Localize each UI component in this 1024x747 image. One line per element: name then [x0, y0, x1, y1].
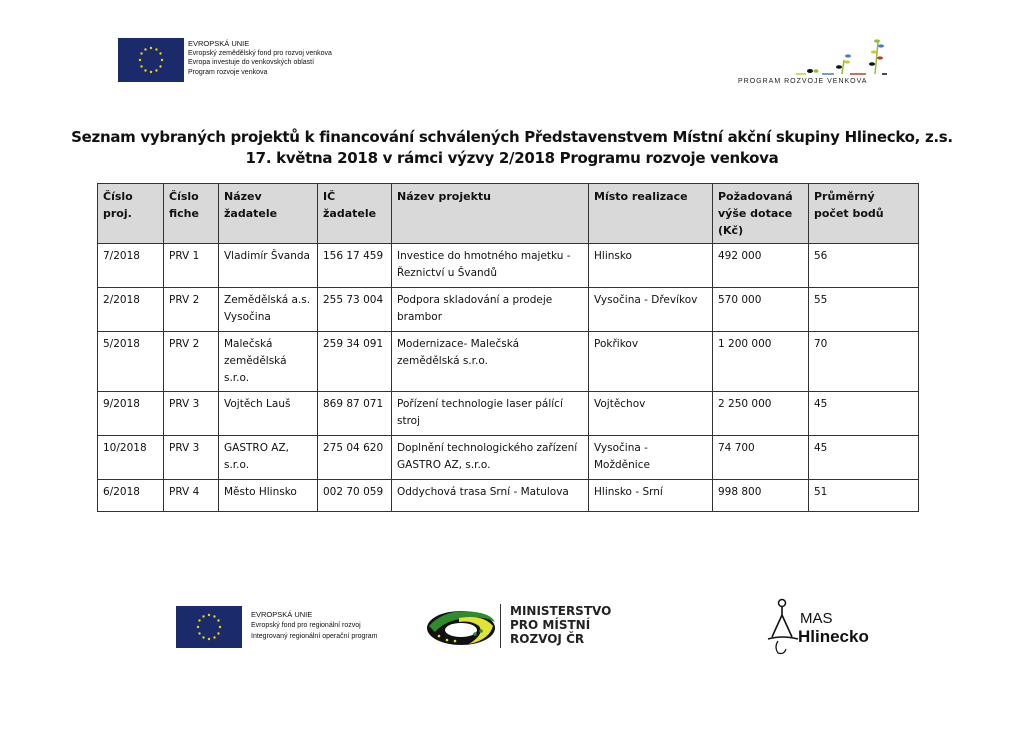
cell-applicant-id: 255 73 004: [318, 288, 392, 332]
column-header-average-points: Průměrný počet bodů: [809, 184, 919, 244]
cell-applicant-name: Město Hlinsko: [219, 480, 318, 512]
column-header-project-number: Číslo proj.: [98, 184, 164, 244]
eu-fund-name: Evropský zemědělský fond pro rozvoj venkova: [188, 49, 332, 57]
cell-requested-amount: 74 700: [713, 436, 809, 480]
column-header-applicant-name: Název žadatele: [219, 184, 318, 244]
eu-program-name: Program rozvoje venkova: [188, 68, 268, 76]
cell-project-name: Oddychová trasa Srní - Matulova: [392, 480, 589, 512]
cell-project-name: Podpora skladování a prodeje brambor: [392, 288, 589, 332]
table-row: [98, 392, 919, 436]
cell-fiche-number: PRV 2: [164, 332, 219, 392]
cell-project-number: 6/2018: [98, 480, 164, 512]
cell-average-points: 56: [809, 244, 919, 288]
cell-project-number: 5/2018: [98, 332, 164, 392]
cell-project-number: 9/2018: [98, 392, 164, 436]
mmr-divider: [500, 604, 501, 648]
hlinecko-label: Hlinecko: [798, 627, 869, 646]
cell-average-points: 55: [809, 288, 919, 332]
cell-requested-amount: 570 000: [713, 288, 809, 332]
cell-requested-amount: 1 200 000: [713, 332, 809, 392]
mmr-line-3: ROZVOJ ČR: [510, 632, 585, 646]
cell-fiche-number: PRV 3: [164, 392, 219, 436]
cell-location: Vojtěchov: [589, 392, 713, 436]
eu-title: EVROPSKÁ UNIE: [251, 610, 313, 619]
cell-location: Pokřikov: [589, 332, 713, 392]
document-subtitle: 17. května 2018 v rámci výzvy 2/2018 Programu rozvoje venkova: [245, 149, 779, 167]
eu-stars-icon: [176, 606, 242, 648]
eu-flag-logo: [176, 606, 242, 648]
cell-average-points: 45: [809, 436, 919, 480]
cell-requested-amount: 492 000: [713, 244, 809, 288]
cell-applicant-name: Vladimír Švanda: [219, 244, 318, 288]
cell-average-points: 70: [809, 332, 919, 392]
cell-project-name: Pořízení technologie laser pálící stroj: [392, 392, 589, 436]
column-header-applicant-id: IČ žadatele: [318, 184, 392, 244]
cell-fiche-number: PRV 4: [164, 480, 219, 512]
eu-flag-logo: [118, 38, 184, 82]
eu-top-text: [188, 39, 332, 77]
cell-applicant-id: 869 87 071: [318, 392, 392, 436]
cell-location: Hlinsko - Srní: [589, 480, 713, 512]
table-row: [98, 480, 919, 512]
projects-table: [97, 183, 919, 512]
cell-project-number: 10/2018: [98, 436, 164, 480]
column-header-location: Místo realizace: [589, 184, 713, 244]
cell-requested-amount: 2 250 000: [713, 392, 809, 436]
cell-applicant-name: Malečská zemědělská s.r.o.: [219, 332, 318, 392]
cell-average-points: 51: [809, 480, 919, 512]
column-header-fiche-number: Číslo fiche: [164, 184, 219, 244]
table-row: [98, 244, 919, 288]
mmr-line-1: MINISTERSTVO: [510, 604, 612, 618]
document-title: Seznam vybraných projektů k financování schválených Představenstvem Místní akční skupiny Hlinecko, z.s.: [71, 128, 953, 146]
cell-project-number: 2/2018: [98, 288, 164, 332]
table-header-row: [98, 184, 919, 244]
column-header-project-name: Název projektu: [392, 184, 589, 244]
eu-title: EVROPSKÁ UNIE: [188, 39, 250, 48]
mmr-emblem-icon: [425, 604, 497, 650]
cell-location: Hlinsko: [589, 244, 713, 288]
cell-applicant-id: 275 04 620: [318, 436, 392, 480]
eu-program-name: Integrovaný regionální operační program: [251, 633, 378, 640]
cell-applicant-id: 259 34 091: [318, 332, 392, 392]
cell-location: Vysočina - Dřevíkov: [589, 288, 713, 332]
cell-applicant-name: Zemědělská a.s. Vysočina: [219, 288, 318, 332]
table-row: [98, 288, 919, 332]
cell-applicant-name: GASTRO AZ, s.r.o.: [219, 436, 318, 480]
plant-sprouts-icon: [790, 22, 900, 77]
cell-fiche-number: PRV 1: [164, 244, 219, 288]
cell-project-name: Investice do hmotného majetku - Řeznictví u Švandů: [392, 244, 589, 288]
figure-icon: [762, 597, 802, 657]
cell-fiche-number: PRV 3: [164, 436, 219, 480]
table-row: [98, 332, 919, 392]
mas-label: MAS: [800, 610, 833, 627]
column-header-requested-amount: Požadovaná výše dotace (Kč): [713, 184, 809, 244]
cell-applicant-name: Vojtěch Lauš: [219, 392, 318, 436]
cell-project-name: Modernizace- Malečská zemědělská s.r.o.: [392, 332, 589, 392]
eu-stars-icon: [118, 38, 184, 82]
table-row: [98, 436, 919, 480]
eu-bottom-text: [251, 609, 377, 642]
cell-location: Vysočina - Možděnice: [589, 436, 713, 480]
cell-applicant-id: 002 70 059: [318, 480, 392, 512]
prv-caption: PROGRAM ROZVOJE VENKOVA: [738, 78, 868, 85]
eu-slogan: Evropa investuje do venkovských oblastí: [188, 59, 315, 66]
mmr-text: [510, 604, 611, 646]
cell-average-points: 45: [809, 392, 919, 436]
eu-fund-name: Evropský fond pro regionální rozvoj: [251, 622, 361, 629]
mas-hlinecko-logo: [760, 597, 870, 657]
cell-project-name: Doplnění technologického zařízení GASTRO AZ, s.r.o.: [392, 436, 589, 480]
cell-applicant-id: 156 17 459: [318, 244, 392, 288]
cell-requested-amount: 998 800: [713, 480, 809, 512]
mmr-line-2: PRO MÍSTNÍ: [510, 618, 591, 632]
cell-project-number: 7/2018: [98, 244, 164, 288]
mmr-logo: [425, 604, 497, 650]
cell-fiche-number: PRV 2: [164, 288, 219, 332]
